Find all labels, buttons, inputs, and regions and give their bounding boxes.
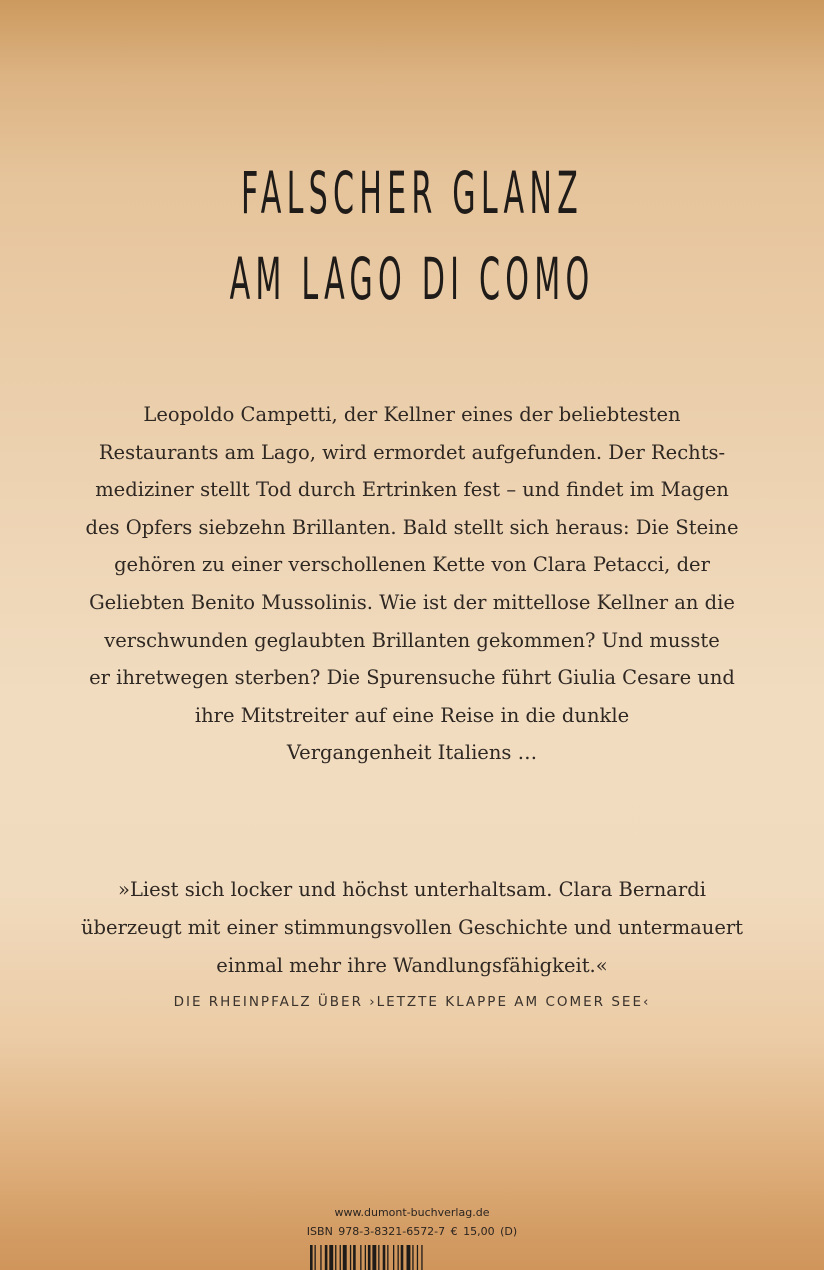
blurb-line: verschwunden geglaubten Brillanten gekommen? Und musste [104,628,720,652]
quote-line: überzeugt mit einer stimmungsvollen Geschichte und untermauert [80,916,744,939]
book-title-line-2: AM LAGO DI COMO [229,245,595,313]
barcode-bar [350,1245,351,1270]
barcode-bar [360,1245,361,1270]
barcode-bar [315,1245,316,1270]
blurb-line: er ihretwegen sterben? Die Spurensuche führt Giulia Cesare und [89,666,735,690]
blurb-line: Restaurants am Lago, wird ermordet aufgefunden. Der Rechts- [98,440,726,464]
barcode-bar [325,1245,328,1270]
barcode-bar [398,1245,399,1270]
isbn: ISBN 978-3-8321-6572-7 [306,1225,446,1238]
barcode-bar [372,1245,376,1270]
blurb-line: des Opfers siebzehn Brillanten. Bald stellt sich heraus: Die Steine [85,515,739,539]
barcode-bar [387,1245,388,1270]
blurb-line: mediziner stellt Tod durch Ertrinken fest – und findet im Magen [95,478,729,502]
barcode-bar [343,1245,347,1270]
publisher-url: www.dumont-buchverlag.de [334,1206,490,1219]
barcode-bar [412,1245,413,1270]
quote-line: einmal mehr ihre Wandlungsfähigkeit.« [216,954,608,977]
barcode-bar [368,1245,371,1270]
barcode-bar [353,1245,356,1270]
isbn-price-line [0,1225,824,1238]
barcode-bar [335,1245,336,1270]
quote-source: DIE RHEINPFALZ ÜBER ›LETZTE KLAPPE AM COMER SEE‹ [173,994,651,1010]
barcode-bar [378,1245,379,1270]
barcode-bar [320,1245,321,1270]
barcode-bar [393,1245,394,1270]
barcode-bar [365,1245,366,1270]
barcode-bar [401,1245,404,1270]
price: € 15,00 (D) [450,1225,518,1238]
book-blurb [80,396,744,772]
barcode-bar [329,1245,333,1270]
blurb-line: Vergangenheit Italiens … [286,741,538,765]
barcode-bar [417,1245,418,1270]
barcode-bar [407,1245,411,1270]
barcode [310,1245,510,1270]
quote-line: »Liest sich locker und höchst unterhaltsam. Clara Bernardi [118,878,706,901]
book-title-line-1: FALSCHER GLANZ [240,159,584,227]
blurb-line: ihre Mitstreiter auf eine Reise in die dunkle [194,703,630,727]
blurb-line: gehören zu einer verschollenen Kette von Clara Petacci, der [114,553,710,577]
barcode-bar [421,1245,422,1270]
barcode-bar [310,1245,313,1270]
barcode-bar [383,1245,386,1270]
barcode-bar [340,1245,341,1270]
review-quote [80,871,744,985]
blurb-line: Geliebten Benito Mussolinis. Wie ist der mittellose Kellner an die [89,590,735,614]
blurb-line: Leopoldo Campetti, der Kellner eines der beliebtesten [143,403,681,426]
book-title [198,150,626,322]
